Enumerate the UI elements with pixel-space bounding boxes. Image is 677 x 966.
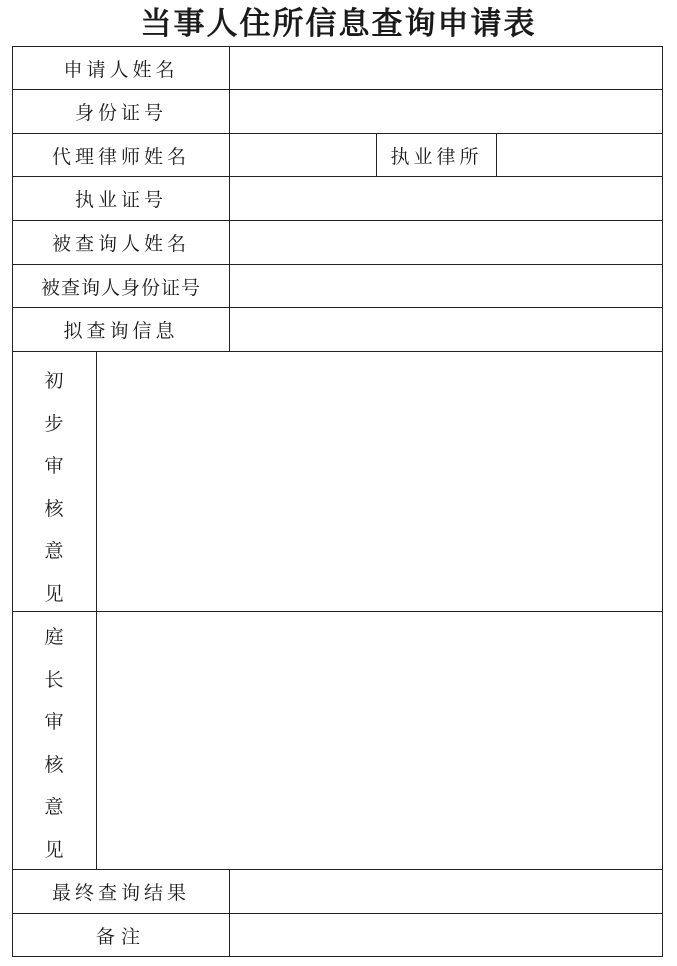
president-review-char: 意 xyxy=(44,796,64,818)
president-review-char: 见 xyxy=(44,838,64,861)
preliminary-review-label xyxy=(12,360,96,615)
law-firm-field[interactable] xyxy=(498,135,662,176)
query-info-label: 拟查询信息 xyxy=(63,320,179,342)
preliminary-review-char: 意 xyxy=(44,540,64,562)
president-review-char: 庭 xyxy=(44,626,64,648)
respondent-name-label: 被查询人姓名 xyxy=(51,233,190,255)
preliminary-review-char: 见 xyxy=(44,582,64,605)
applicant-name-field[interactable] xyxy=(231,48,662,89)
president-review-char: 长 xyxy=(44,668,64,691)
president-review-char: 审 xyxy=(44,711,64,733)
preliminary-review-char: 步 xyxy=(44,412,64,435)
preliminary-review-char: 初 xyxy=(44,370,64,392)
remarks-label: 备注 xyxy=(95,925,146,948)
id-number-label: 身份证号 xyxy=(74,102,167,124)
preliminary-review-char: 审 xyxy=(44,455,64,477)
president-review-label xyxy=(12,616,96,871)
id-number-field[interactable] xyxy=(231,91,662,133)
agent-lawyer-name-field[interactable] xyxy=(231,135,376,176)
table-border-bottom xyxy=(12,956,663,957)
president-review-field[interactable] xyxy=(98,613,662,869)
agent-lawyer-name-label: 代理律师姓名 xyxy=(51,145,190,168)
license-number-label: 执业证号 xyxy=(74,189,167,211)
applicant-name-label: 申请人姓名 xyxy=(63,58,179,81)
respondent-id-label: 被查询人身份证号 xyxy=(40,276,201,299)
law-firm-label: 执业律所 xyxy=(390,145,483,168)
preliminary-review-char: 核 xyxy=(44,497,64,520)
form-title: 当事人住所信息查询申请表 xyxy=(140,6,537,42)
president-review-char: 核 xyxy=(44,753,64,776)
final-result-field[interactable] xyxy=(231,871,662,913)
remarks-field[interactable] xyxy=(231,915,662,956)
respondent-name-field[interactable] xyxy=(231,222,662,264)
query-info-field[interactable] xyxy=(231,309,662,351)
respondent-id-field[interactable] xyxy=(231,266,662,307)
preliminary-review-field[interactable] xyxy=(98,353,662,611)
table-border-right xyxy=(662,46,663,957)
license-number-field[interactable] xyxy=(231,178,662,220)
final-result-label: 最终查询结果 xyxy=(51,882,190,904)
